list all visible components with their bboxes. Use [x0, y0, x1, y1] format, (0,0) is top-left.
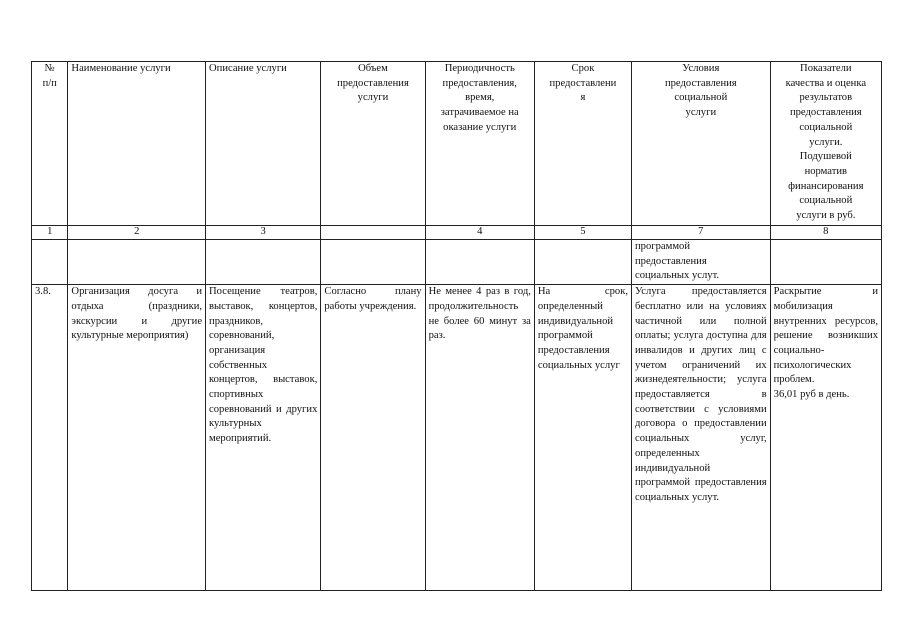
table-row [32, 285, 882, 591]
service-name: Организация досуга и отдыха (праздники, экскурсии и другие культурные мероприятия) [68, 285, 206, 591]
cell [534, 240, 631, 285]
cell [68, 240, 206, 285]
cell [770, 240, 881, 285]
continuation-conditions: программой предоставления социальных услут. [632, 240, 771, 285]
header-service-name: Наименование услуги [68, 62, 206, 226]
continuation-row [32, 240, 882, 285]
header-periodicity: Периодичность предоставления, время, затрачиваемое на оказание услуги [425, 62, 534, 226]
cell [32, 240, 68, 285]
service-term: На срок, определенный индивидуальной программой предоставления социальных услуг [534, 285, 631, 591]
cell [206, 240, 321, 285]
services-table [31, 61, 882, 591]
column-number: 7 [632, 226, 771, 240]
header-volume: Объем предоставления услуги [321, 62, 425, 226]
column-number: 3 [206, 226, 321, 240]
service-description: Посещение театров, выставок, концертов, праздников, соревнований, организация собственных концертов, выставок, спортивных соревнований и других культурных мероприятий. [206, 285, 321, 591]
column-number: 1 [32, 226, 68, 240]
column-numbers-row [32, 226, 882, 240]
header-row [32, 62, 882, 226]
header-term: Срок предоставлени я [534, 62, 631, 226]
column-number: 5 [534, 226, 631, 240]
service-volume: Согласно плану работы учреждения. [321, 285, 425, 591]
header-service-description: Описание услуги [206, 62, 321, 226]
service-indicators-cell [770, 285, 881, 591]
column-number: 4 [425, 226, 534, 240]
column-number [321, 226, 425, 240]
column-number: 2 [68, 226, 206, 240]
header-conditions: Условия предоставления социальной услуги [632, 62, 771, 226]
service-norm: 36,01 руб в день. [773, 389, 850, 401]
column-number: 8 [770, 226, 881, 240]
header-indicators: Показатели качества и оценка результатов предоставления социальной услуги. Подушевой норматив финансирования социальной услуги в руб. [770, 62, 881, 226]
service-conditions: Услуга предоставляется бесплатно или на условиях частичной или полной оплаты; услуга доступна для инвалидов и других лиц с учетом ограничений их жизнедеятельности; услуга предоставляется в соответствии с условиями договора о предоставлении социальных услуг, определенных индивидуальной программой предоставления социальных услут. [632, 285, 771, 591]
header-number: № п/п [32, 62, 68, 226]
row-number: 3.8. [32, 285, 68, 591]
service-periodicity: Не менее 4 раз в год, продолжительность не более 60 минут за раз. [425, 285, 534, 591]
cell [425, 240, 534, 285]
service-indicators: Раскрытие и мобилизация внутренних ресурсов, решение возникших социально-психологических проблем. [773, 286, 878, 386]
cell [321, 240, 425, 285]
